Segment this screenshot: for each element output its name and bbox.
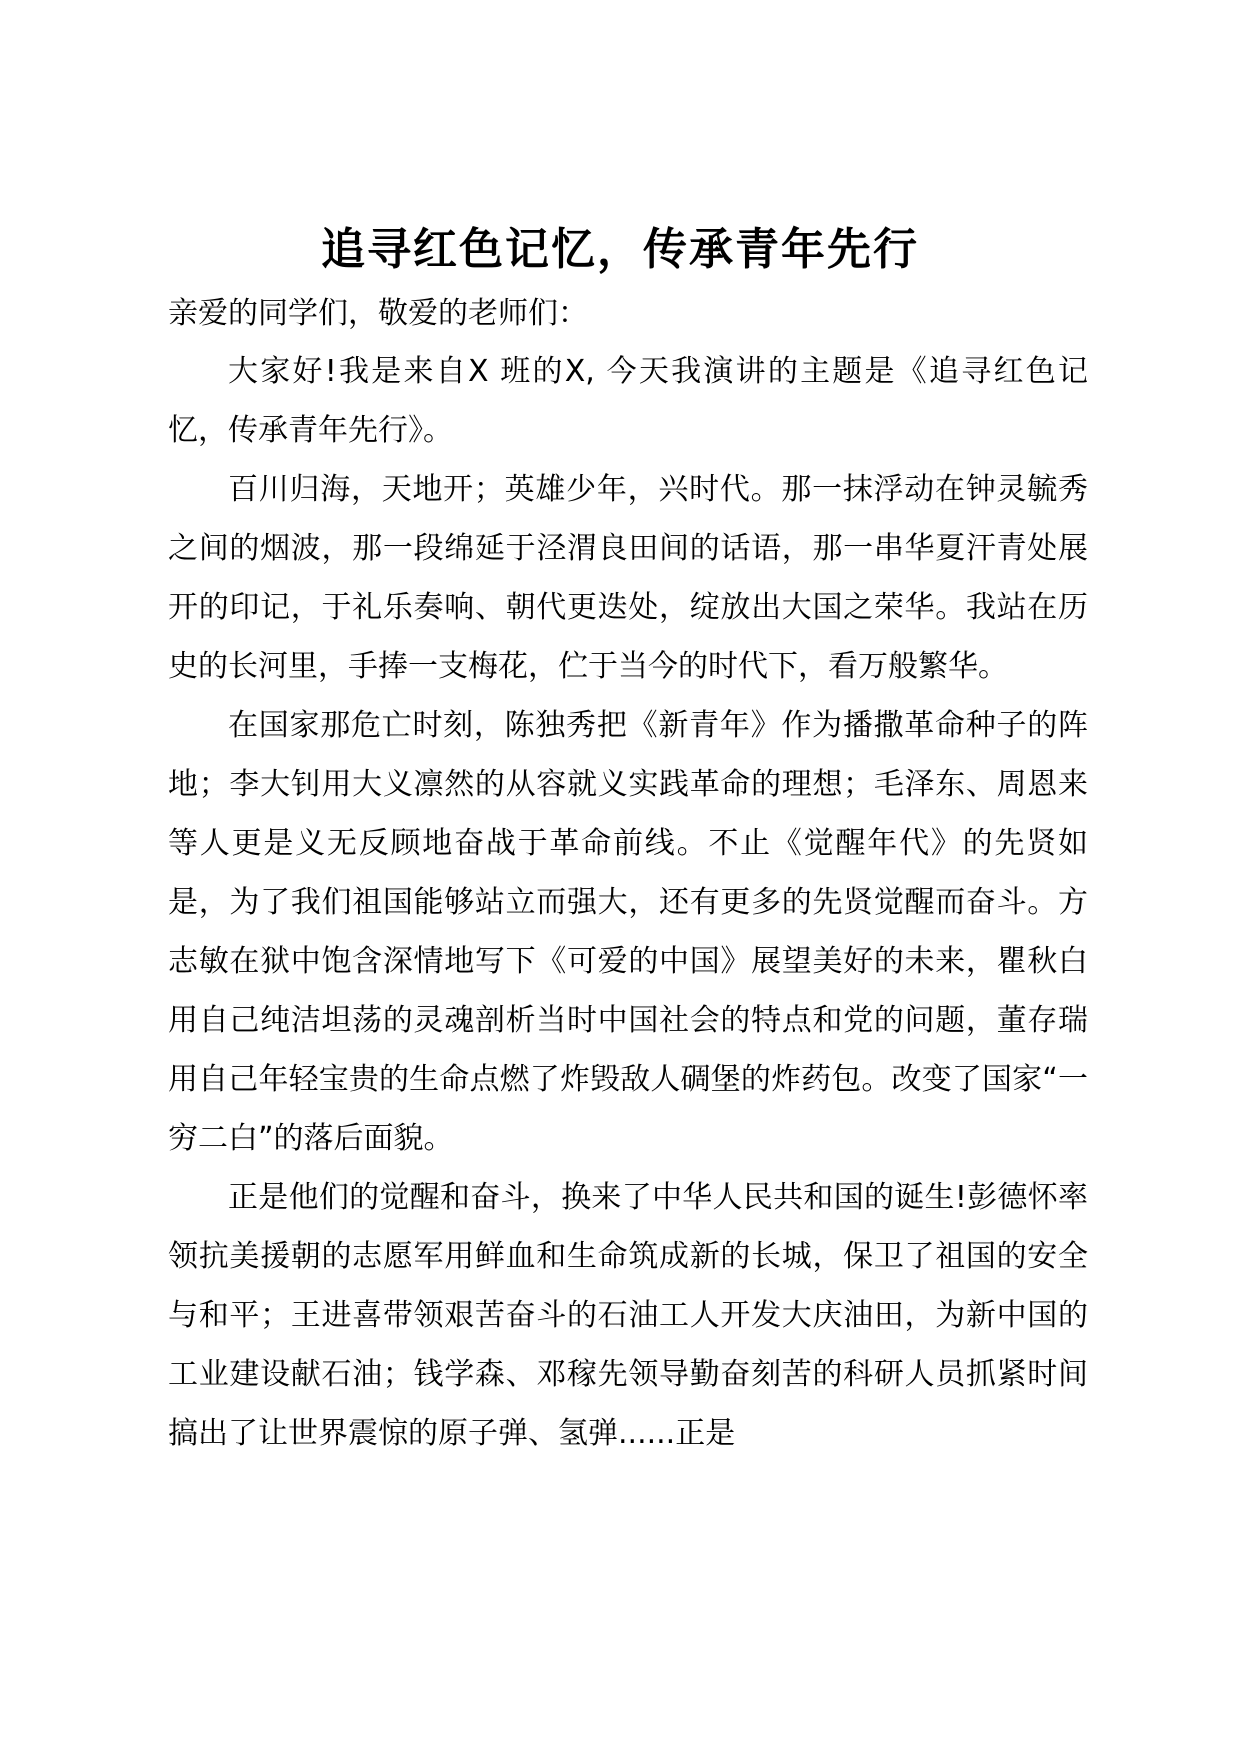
paragraph-history: 百川归海，天地开；英雄少年，兴时代。那一抹浮动在钟灵毓秀之间的烟波，那一段绵延于泾渭良田间的话语，那一串华夏汗青处展开的印记，于礼乐奏响、朝代更迭处，绽放出大国之荣华。我站在历史的长河里，手捧一支梅花，伫于当今的时代下，看万般繁华。 [168, 472, 1088, 684]
paragraph-founding: 正是他们的觉醒和奋斗，换来了中华人民共和国的诞生!彭德怀率领抗美援朝的志愿军用鲜血和生命筑成新的长城，保卫了祖国的安全与和平；王进喜带领艰苦奋斗的石油工人开发大庆油田，为新中国的工业建设献石油；钱学森、邓稼先领导勤奋刻苦的科研人员抓紧时间搞出了让世界震惊的原子弹、氢弹......正是 [168, 1180, 1088, 1451]
document-title: 追寻红色记忆，传承青年先行 [321, 224, 919, 275]
paragraph-greeting: 大家好!我是来自X 班的X, 今天我演讲的主题是《追寻红色记忆，传承青年先行》。 [168, 354, 1088, 448]
document-body [168, 290, 1088, 1463]
paragraph-revolution: 在国家那危亡时刻，陈独秀把《新青年》作为播撒革命种子的阵地；李大钊用大义凛然的从容就义实践革命的理想；毛泽东、周恩来等人更是义无反顾地奋战于革命前线。不止《觉醒年代》的先贤如是，为了我们祖国能够站立而强大，还有更多的先贤觉醒而奋斗。方志敏在狱中饱含深情地写下《可爱的中国》展望美好的未来，瞿秋白用自己纯洁坦荡的灵魂剖析当时中国社会的特点和党的问题，董存瑞用自己年轻宝贵的生命点燃了炸毁敌人碉堡的炸药包。改变了国家“一穷二白”的落后面貌。 [168, 708, 1088, 1156]
salutation: 亲爱的同学们，敬爱的老师们： [168, 296, 588, 331]
